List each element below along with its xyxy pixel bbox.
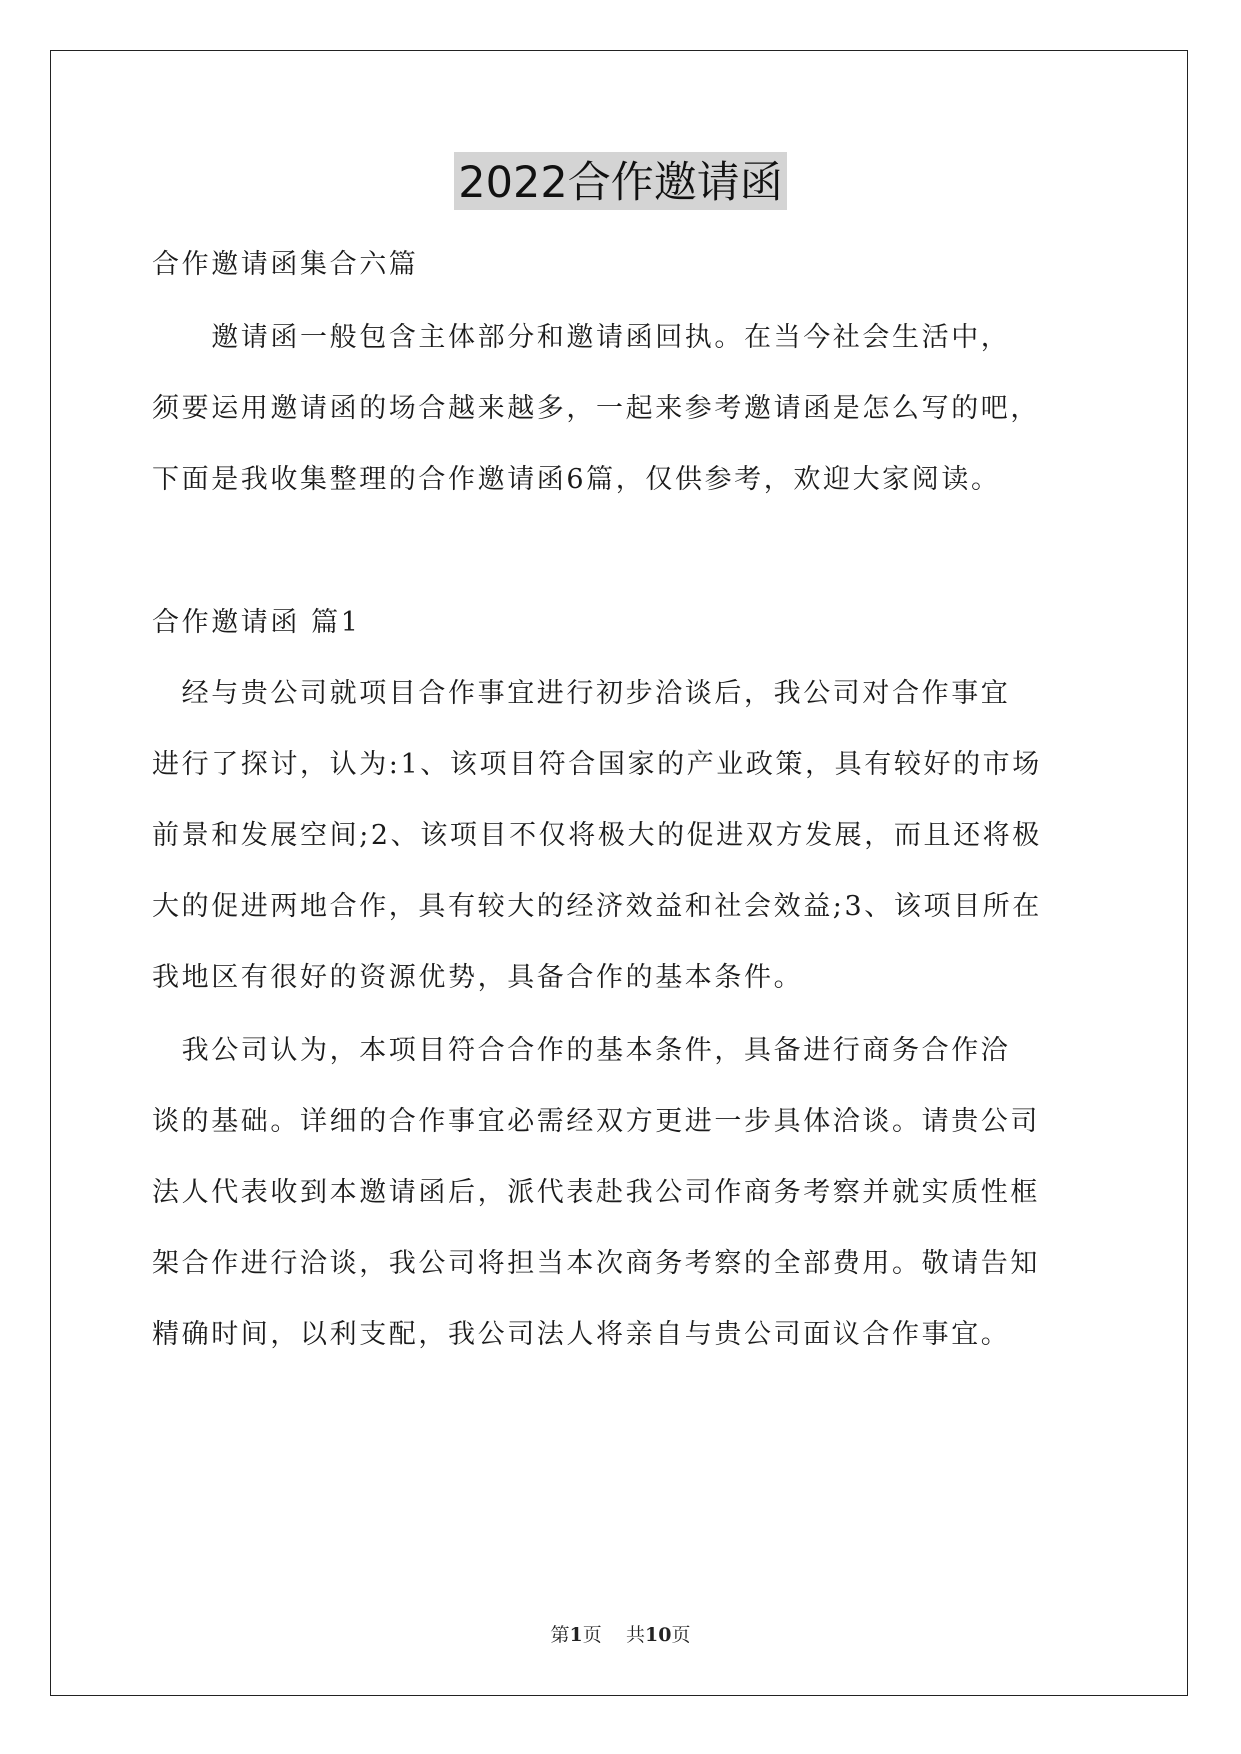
subtitle: 合作邀请函集合六篇 xyxy=(152,249,419,280)
page-current: 1 xyxy=(569,1624,583,1646)
page-suffix: 页 xyxy=(582,1624,602,1646)
page-prefix: 第 xyxy=(550,1624,570,1646)
total-prefix: 共 xyxy=(625,1624,645,1646)
page-footer xyxy=(0,1620,1241,1647)
total-suffix: 页 xyxy=(671,1624,691,1646)
page-border xyxy=(50,50,1188,1696)
paragraph2-line: 谈的基础。详细的合作事宜必需经双方更进一步具体洽谈。请贵公司 xyxy=(152,1106,1040,1137)
page-total: 10 xyxy=(644,1624,672,1646)
paragraph2-line: 精确时间，以利支配，我公司法人将亲自与贵公司面议合作事宜。 xyxy=(152,1319,1011,1350)
paragraph1-line: 进行了探讨，认为:1、该项目符合国家的产业政策，具有较好的市场 xyxy=(152,749,1042,780)
section-heading: 合作邀请函 篇1 xyxy=(152,607,361,638)
paragraph2-line: 我公司认为，本项目符合合作的基本条件，具备进行商务合作洽 xyxy=(152,1035,1011,1066)
paragraph1-line: 大的促进两地合作，具有较大的经济效益和社会效益;3、该项目所在 xyxy=(152,891,1042,922)
paragraph2-line: 法人代表收到本邀请函后，派代表赴我公司作商务考察并就实质性框 xyxy=(152,1177,1040,1208)
document-title: 2022合作邀请函 xyxy=(454,152,786,210)
intro-line: 须要运用邀请函的场合越来越多，一起来参考邀请函是怎么写的吧， xyxy=(152,393,1040,424)
paragraph2-line: 架合作进行洽谈，我公司将担当本次商务考察的全部费用。敬请告知 xyxy=(152,1248,1040,1279)
intro-line: 下面是我收集整理的合作邀请函6篇，仅供参考，欢迎大家阅读。 xyxy=(152,464,1001,495)
title-container xyxy=(0,152,1241,210)
paragraph1-line: 前景和发展空间;2、该项目不仅将极大的促进双方发展，而且还将极 xyxy=(152,820,1042,851)
intro-line: 邀请函一般包含主体部分和邀请函回执。在当今社会生活中， xyxy=(152,322,1011,353)
paragraph1-line: 我地区有很好的资源优势，具备合作的基本条件。 xyxy=(152,962,804,993)
paragraph1-line: 经与贵公司就项目合作事宜进行初步洽谈后，我公司对合作事宜 xyxy=(152,678,1011,709)
